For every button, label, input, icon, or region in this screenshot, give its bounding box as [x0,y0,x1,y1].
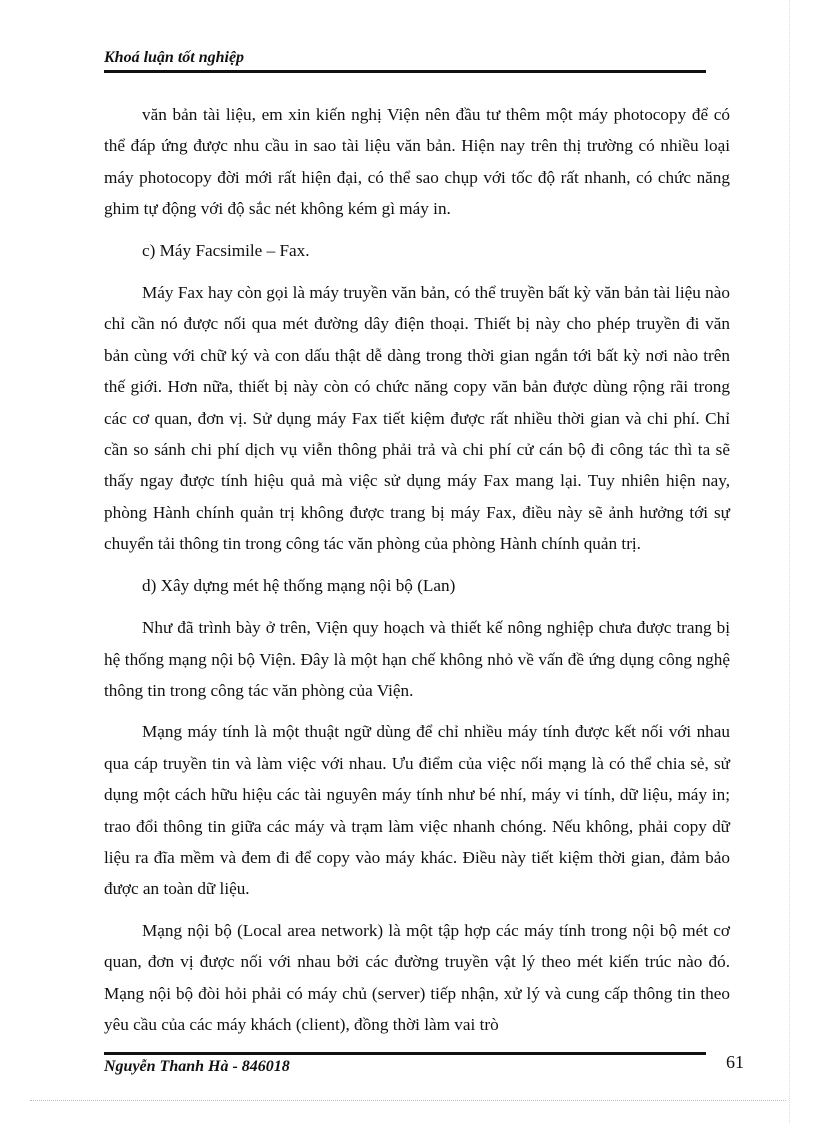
footer-author: Nguyễn Thanh Hà - 846018 [104,1058,290,1075]
page-edge-bottom [30,1100,786,1101]
document-body [104,99,730,1050]
page-number: 61 [726,1052,744,1072]
footer-rule [104,1052,706,1055]
paragraph-local-area-network: Mạng nội bộ (Local area network) là một tập hợp các máy tính trong nội bộ mét cơ quan, đơn vị được nối với nhau bởi các đường truyền vật lý theo mét kiến trúc nào đó. Mạng nội bộ đòi hỏi phải có máy chủ (server) tiếp nhận, xử lý và cung cấp thông tin theo yêu cầu của các máy khách (client), đồng thời làm vai trò [104,920,730,1034]
paragraph-computer-network: Mạng máy tính là một thuật ngữ dùng để chỉ nhiều máy tính được kết nối với nhau qua cáp truyền tin và làm việc với nhau. Ưu điểm của việc nối mạng là có thể chia sẻ, sử dụng một cách hữu hiệu các tài nguyên máy tính như bé nhí, máy vi tính, dữ liệu, máy in; trao đổi thông tin giữa các máy và trạm làm việc nhanh chóng. Nếu không, phải copy dữ liệu ra đĩa mềm và đem đi để copy vào máy khác. Điều này tiết kiệm thời gian, đảm bảo được an toàn dữ liệu. [104,722,730,899]
section-heading-lan: d) Xây dựng mét hệ thống mạng nội bộ (Lan) [142,575,456,595]
section-heading-fax: c) Máy Facsimile – Fax. [142,240,310,260]
paragraph-fax: Máy Fax hay còn gọi là máy truyền văn bản, có thể truyền bất kỳ văn bản tài liệu nào chỉ cần nó được nối qua mét đường dây điện thoại. Thiết bị này cho phép truyền đi văn bản cùng với chữ ký và con dấu thật dễ dàng trong thời gian ngắn tới bất kỳ nơi nào trên thế giới. Hơn nữa, thiết bị này còn có chức năng copy văn bản được dùng rộng rãi trong các cơ quan, đơn vị. Sử dụng máy Fax tiết kiệm được rất nhiều thời gian và chi phí. Chỉ cần so sánh chi phí dịch vụ viễn thông phải trả và chi phí cử cán bộ đi công tác thì ta sẽ thấy ngay được tính hiệu quả mà việc sử dụng máy Fax mang lại. Tuy nhiên hiện nay, phòng Hành chính quản trị không được trang bị máy Fax, điều này sẽ ảnh hưởng tới sự chuyển tải thông tin trong công tác văn phòng của phòng Hành chính quản trị. [104,283,730,554]
header-rule [104,70,706,73]
page-edge-right [789,0,790,1123]
running-header: Khoá luận tốt nghiệp [104,49,245,66]
paragraph-photocopy: văn bản tài liệu, em xin kiến nghị Viện nên đầu tư thêm một máy photocopy để có thể đáp ứng được nhu cầu in sao tài liệu văn bản. Hiện nay trên thị trường có nhiều loại máy photocopy đời mới rất hiện đại, có thể sao chụp với tốc độ rất nhanh, có chức năng ghim tự động với độ sắc nét không kém gì máy in. [104,105,730,219]
paragraph-lan-intro: Như đã trình bày ở trên, Viện quy hoạch và thiết kế nông nghiệp chưa được trang bị hệ thống mạng nội bộ Viện. Đây là một hạn chế không nhỏ về vấn đề ứng dụng công nghệ thông tin trong công tác văn phòng của Viện. [104,618,730,700]
